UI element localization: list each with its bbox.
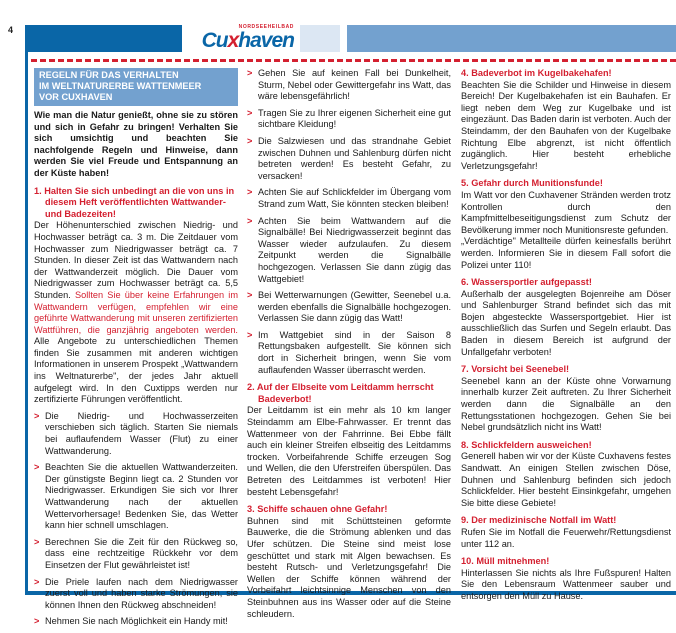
rules-title-line: VOR CUXHAVEN (39, 92, 113, 102)
left-border (25, 52, 28, 594)
list-item-text: Achten Sie auf Schlickfelder im Übergang vom Strand zum Watt, Sie könnten stecken bleiben! (258, 187, 451, 209)
list-item (247, 290, 451, 325)
logo-wordmark (202, 30, 294, 52)
arrow-bullet-icon: > (247, 290, 253, 301)
list-item (34, 577, 238, 612)
list-item-text: Beachten Sie die aktuellen Wattwanderzeiten. Der günstigste Beginn liegt ca. 2 Stunden vor Niedrigwasser. Erkundigen Sie sich vor Ihrer Wattwanderung nach der aktuellen Wettervorhersage! Bedenken Sie, das Wetter kann hier schnell umschlagen. (45, 462, 238, 531)
dashed-divider (31, 59, 676, 62)
section-title-2: 2. Auf der Elbseite vom Leitdamm herrscht Badeverbot! (247, 382, 434, 404)
list-item (34, 537, 238, 572)
section-body-1 (34, 220, 238, 406)
arrow-bullet-icon: > (34, 410, 40, 421)
page-number: 4 (8, 25, 14, 35)
bullet-list-1 (34, 411, 238, 628)
column-3 (461, 68, 671, 603)
list-item (247, 136, 451, 182)
list-item (247, 187, 451, 210)
intro-text: Wie man die Natur genießt, ohne sie zu stören und sich in Gefahr zu bringen! Verhalten Sie sich umsichtig und beachten Sie nachfolgende Regeln und Hinweise, dann werden Sie viel Freude und Entspannung an der Küste haben! (34, 110, 238, 178)
section-body-6: Außerhalb der ausgelegten Bojenreihe am Döser und Sahlenburger Strand befindet sich das mit Bojen abgesteckte Wassersportgebiet. Hier ist ausschließlich das Surfen und Segeln erlaubt. Das Baden in diesem Bereich ist aufgrund der Unfallgefahr verboten! (461, 288, 671, 357)
list-item-text: Die Salzwiesen und das strandnahe Gebiet zwischen Duhnen und Sahlenburg dürfen nicht betreten werden! Es besteht Gefahr, zu versacken! (258, 135, 451, 181)
section-body-4: Beachten Sie die Schilder und Hinweise in diesem Bereich! Der Kugelbakehafen ist ein Bauhafen. Er liegt neben dem Weg zur Kugelbake und ist eingezäunt. Das Baden darin ist verboten. Auch der Steindamm, der den Bauhafen von der Kugelbake Richtung Elbe abgrenzt, ist nicht öffentlich zugänglich. Hier besteht erhebliche Verletzungsgefahr! (461, 79, 671, 171)
column-1 (34, 68, 238, 633)
list-item-text: Nehmen Sie nach Möglichkeit ein Handy mit! (45, 616, 228, 627)
list-item-text: Gehen Sie auf keinen Fall bei Dunkelheit, Sturm, Nebel oder Gewittergefahr ins Watt, das wäre lebensgefährlich! (258, 68, 451, 102)
section-title-5: 5. Gefahr durch Munitionsfunde! (461, 178, 603, 189)
arrow-bullet-icon: > (247, 215, 253, 226)
cuxhaven-logo (186, 24, 298, 54)
list-item (34, 616, 238, 628)
arrow-bullet-icon: > (34, 576, 40, 587)
logo-subtitle: NORDSEEHEILBAD (238, 24, 294, 30)
list-item-text: Achten Sie beim Wattwandern auf die Signalbälle! Bei Niedrigwasserzeit beginnt das Wasser wieder aufzulaufen. Zu diesem Zeitpunkt werden die Signalbälle hochgezogen. Verlassen Sie dann zügig das Wattgebiet! (258, 215, 451, 284)
arrow-bullet-icon: > (247, 329, 253, 340)
list-item-text: Die Niedrig- und Hochwasserzeiten verschieben sich täglich. Starten Sie niemals bei auflaufendem Wasser (Flut) zu einer Wattwanderung. (45, 410, 238, 456)
section-body-5b: „Verdächtige" Metallteile dürfen keinesfalls berührt werden. Informieren Sie in diesem Fall sofort die Polizei unter 110! (461, 236, 671, 270)
arrow-bullet-icon: > (34, 536, 40, 547)
list-item-text: Berechnen Sie die Zeit für den Rückweg so, dass eine rechtzeitige Rückkehr vor dem Einsetzen der Flut gewährleistet ist! (45, 536, 238, 570)
recommendation-text: Sollten Sie über keine Erfahrungen im Wattwandern verfügen, empfehlen wir eine geführte Wattwanderung mit unseren zertifizierten Wattführen, die ganzjährig angeboten werden. (34, 289, 239, 335)
section-title-7: 7. Vorsicht bei Seenebel! (461, 364, 570, 375)
rules-title-line: IM WELTNATURERBE WATTENMEER (39, 81, 202, 91)
section-title-8: 8. Schlickfeldern ausweichen! (461, 439, 592, 450)
section-body-10: Hinterlassen Sie nichts als Ihre Fußspuren! Halten Sie den Lebensraum Wattenmeer sauber und entsorgen den Müll zu Hause. (461, 567, 671, 601)
section-body-1-part1: Der Höhenunterschied zwischen Niedrig- und Hochwasser beträgt ca. 3 m. Die Zeitdauer vom Hochwasser zum Niedrigwasser beträgt ca. 7 Stunden. In dieser Zeit ist das Wattwandern nach der Wattwanderzeit möglich. Die Dauer vom Niedrigwasser zum Hochwasser beträgt ca. 5,5 Stunden. (34, 220, 238, 300)
list-item (247, 216, 451, 286)
list-item (34, 462, 238, 532)
arrow-bullet-icon: > (247, 68, 253, 78)
section-title-4: 4. Badeverbot im Kugelbakehafen! (461, 68, 612, 78)
section-title-6: 6. Wassersportler aufgepasst! (461, 277, 592, 288)
list-item-text: Im Wattgebiet sind in der Saison 8 Rettungsbaken aufgestellt. Sie können sich dort in Sicherheit bringen, wenn Sie vom auflaufenden Wasser überrascht werden. (258, 329, 451, 375)
list-item (247, 330, 451, 376)
section-body-8: Generell haben wir vor der Küste Cuxhavens festes Sandwatt. An einigen Stellen zwischen Döse, Duhnen und Sahlenburg befinden sich jedoch Schlickfelder. Hier besteht Einsinkgefahr, umgehen Sie bitte diese Gebiete! (461, 451, 671, 508)
header-band-pale (300, 25, 340, 52)
header-band-light (347, 25, 676, 52)
arrow-bullet-icon: > (34, 462, 40, 473)
section-body-2: Der Leitdamm ist ein mehr als 10 km langer Steindamm am Elbe-Fahrwasser. Er trennt das Wattenmeer von der Fahrrinne. Bei Ebbe fällt auch ein kleiner Streifen elbseitig des Leitdamms trocken. Vorbeifahrende Schiffe erzeugen Sog und Wellen, die den Uferstreifen überspülen. Das Betreten des Leitdammes ist verboten! Hier besteht Lebensgefahr! (247, 405, 451, 497)
column-2 (247, 68, 451, 620)
section-body-5: Im Watt vor den Cuxhavener Stränden werden trotz Kontrollen durch den Kampfmittelbeseitigungsdienst zum Schutz der Bevölkerung immer noch Munitionsreste gefunden. (461, 189, 671, 235)
bullet-list-2 (247, 68, 451, 376)
arrow-bullet-icon: > (34, 616, 40, 627)
rules-title-line: REGELN FÜR DAS VERHALTEN (39, 70, 179, 80)
list-item (247, 68, 451, 103)
list-item (34, 411, 238, 457)
section-title-10: 10. Müll mitnehmen! (461, 556, 550, 567)
header-band-dark (25, 25, 182, 52)
rules-title-box (34, 68, 238, 106)
section-body-1-part2: Alle Angebote zu unterschiedlichen Themen finden Sie zusammen mit anderen wichtigen Informationen in unserem Prospekt „Wattwandern ins Weltnaturerbe", der jedes Jahr aktuell aufgelegt wird. In den Cuxtipps werden nur zertifizierte Führungen veröffentlicht. (34, 336, 238, 405)
arrow-bullet-icon: > (247, 107, 253, 118)
list-item-text: Tragen Sie zu Ihrer eigenen Sicherheit eine gut sichtbare Kleidung! (258, 107, 451, 130)
list-item-text: Bei Wetterwarnungen (Gewitter, Seenebel u.a. werden ebenfalls die Signalbälle hochgezogen. Verlassen Sie dann zügig das Watt! (258, 290, 451, 324)
section-body-9: Rufen Sie im Notfall die Feuerwehr/Rettungsdienst unter 112 an. (461, 526, 671, 549)
arrow-bullet-icon: > (247, 187, 253, 198)
section-body-3: Buhnen sind mit Schüttsteinen geformte Bauwerke, die die Strömung ablenken und das Ufer schützen. Die Steine sind meist lose geschüttet und stark mit Algen bewachsen. Es besteht Rutsch- und Verletzungsgefahr! Die Wellen der Schiffe können während der Vorbeifahrt leichtsinnige Menschen von den Steinbuhnen aus ins Wasser oder auf die Steine schleudern. (247, 515, 451, 619)
section-body-7: Seenebel kann an der Küste ohne Vorwarnung innerhalb kurzer Zeit auftreten. Zu Ihrer Sicherheit werden dann die Signalbälle an den Rettungsstationen hochgezogen. Gehen Sie bei Nebel grundsätzlich nicht ins Watt! (461, 375, 671, 433)
list-item-text: Die Priele laufen nach dem Niedrigwasser zuerst voll und haben starke Strömungen, sie können Ihnen den Rückweg abschneiden! (45, 576, 238, 610)
logo-wordmark-post: haven (238, 29, 294, 52)
section-title-3: 3. Schiffe schauen ohne Gefahr! (247, 504, 388, 515)
logo-wordmark-pre: Cu (201, 29, 228, 52)
list-item (247, 108, 451, 131)
section-title-9: 9. Der medizinische Notfall im Watt! (461, 515, 617, 526)
section-title-1: 1. Halten Sie sich unbedingt an die von uns in diesem Heft veröffentlichten Wattwander- und Badezeiten! (34, 185, 235, 219)
logo-wordmark-x: x (227, 29, 239, 52)
arrow-bullet-icon: > (247, 135, 253, 146)
